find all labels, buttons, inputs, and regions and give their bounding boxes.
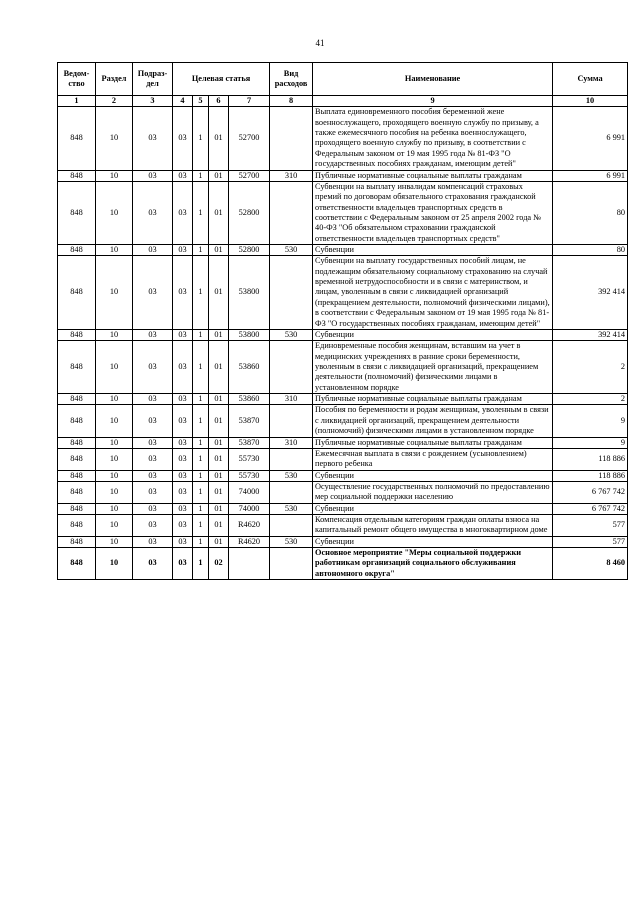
column-number: 5 [193,96,209,107]
cell-subprogram: 1 [193,245,209,256]
cell-summa: 392 414 [553,256,628,330]
header-celevaya-statya: Целевая статья [173,63,270,96]
cell-subprogram: 1 [193,437,209,448]
cell-direction: R4620 [229,515,270,537]
cell-program: 03 [173,548,193,580]
cell-direction: 53860 [229,394,270,405]
cell-summa: 80 [553,245,628,256]
cell-subprogram: 1 [193,548,209,580]
column-number: 10 [553,96,628,107]
cell-podrazdel: 03 [133,329,173,340]
cell-event: 01 [209,170,229,181]
table-row [58,437,628,448]
cell-summa: 6 767 742 [553,481,628,503]
cell-direction: 53800 [229,256,270,330]
cell-podrazdel: 03 [133,170,173,181]
cell-program: 03 [173,515,193,537]
cell-naimenovanie: Субвенции [313,245,553,256]
cell-vid-rashodov [270,448,313,470]
header-vedomstvo: Ведом-ство [58,63,96,96]
header-row [58,63,628,96]
cell-direction: 55730 [229,470,270,481]
cell-direction: 74000 [229,481,270,503]
table-row [58,245,628,256]
cell-program: 03 [173,170,193,181]
header-summa: Сумма [553,63,628,96]
cell-event: 01 [209,394,229,405]
cell-razdel: 10 [96,329,133,340]
cell-podrazdel: 03 [133,405,173,437]
column-number: 7 [229,96,270,107]
cell-vedomstvo: 848 [58,256,96,330]
table-row [58,256,628,330]
column-number: 6 [209,96,229,107]
cell-razdel: 10 [96,170,133,181]
cell-vid-rashodov: 530 [270,503,313,514]
cell-summa: 2 [553,341,628,394]
cell-naimenovanie: Компенсация отдельным категориям граждан оплаты взноса на капитальный ремонт общего имущества в многоквартирном доме [313,515,553,537]
cell-event: 01 [209,256,229,330]
table-row [58,503,628,514]
cell-direction: 53870 [229,405,270,437]
table-row [58,329,628,340]
table-row [58,341,628,394]
cell-event: 01 [209,405,229,437]
column-number: 1 [58,96,96,107]
budget-table [57,62,628,580]
cell-summa: 392 414 [553,329,628,340]
cell-summa: 9 [553,405,628,437]
cell-vid-rashodov: 530 [270,536,313,547]
cell-event: 01 [209,437,229,448]
table-row [58,536,628,547]
cell-razdel: 10 [96,341,133,394]
cell-event: 01 [209,536,229,547]
column-number: 9 [313,96,553,107]
cell-naimenovanie: Субвенции [313,503,553,514]
cell-direction: 74000 [229,503,270,514]
cell-vid-rashodov [270,405,313,437]
cell-podrazdel: 03 [133,470,173,481]
cell-naimenovanie: Субвенции на выплату государственных пособий лицам, не подлежащим обязательному социальному страхованию на случай временной нетрудоспособности и в связи с материнством, и лицам, уволенным в связи с ликвидацией организаций (прекращением деятельности, полномочий физическими лицами), в соответствии с Федеральным законом от 19 мая 1995 года № 81-ФЗ "О государственных пособиях гражданам, имеющим детей" [313,256,553,330]
cell-summa: 6 991 [553,170,628,181]
cell-summa: 2 [553,394,628,405]
cell-program: 03 [173,503,193,514]
cell-subprogram: 1 [193,481,209,503]
cell-vedomstvo: 848 [58,107,96,170]
header-podrazdel: Подраз-дел [133,63,173,96]
cell-vid-rashodov: 530 [270,329,313,340]
table-row [58,107,628,170]
cell-program: 03 [173,448,193,470]
cell-vedomstvo: 848 [58,515,96,537]
cell-subprogram: 1 [193,448,209,470]
cell-vid-rashodov: 310 [270,394,313,405]
table-row [58,470,628,481]
cell-vedomstvo: 848 [58,548,96,580]
table-row [58,181,628,244]
cell-program: 03 [173,405,193,437]
cell-subprogram: 1 [193,470,209,481]
cell-podrazdel: 03 [133,394,173,405]
cell-podrazdel: 03 [133,437,173,448]
cell-razdel: 10 [96,515,133,537]
cell-razdel: 10 [96,245,133,256]
table-row [58,515,628,537]
cell-direction: 55730 [229,448,270,470]
cell-program: 03 [173,341,193,394]
cell-vid-rashodov: 530 [270,470,313,481]
cell-program: 03 [173,470,193,481]
page-number: 41 [315,38,325,48]
cell-summa: 118 886 [553,448,628,470]
cell-event: 01 [209,245,229,256]
column-number: 4 [173,96,193,107]
cell-vedomstvo: 848 [58,181,96,244]
cell-summa: 577 [553,536,628,547]
cell-razdel: 10 [96,503,133,514]
cell-podrazdel: 03 [133,107,173,170]
cell-naimenovanie: Единовременные пособия женщинам, вставшим на учет в медицинских учреждениях в ранние сроки беременности, уволенным в связи с ликвидацией организаций, прекращением деятельности (полномочий) физическими лицами в установленном порядке [313,341,553,394]
cell-vedomstvo: 848 [58,341,96,394]
cell-razdel: 10 [96,470,133,481]
cell-vedomstvo: 848 [58,405,96,437]
cell-direction [229,548,270,580]
cell-vedomstvo: 848 [58,470,96,481]
cell-program: 03 [173,536,193,547]
cell-podrazdel: 03 [133,503,173,514]
cell-podrazdel: 03 [133,515,173,537]
table-row [58,448,628,470]
cell-subprogram: 1 [193,329,209,340]
table-row [58,405,628,437]
cell-subprogram: 1 [193,394,209,405]
table-row [58,481,628,503]
cell-summa: 577 [553,515,628,537]
header-vid-rashodov: Вид расходов [270,63,313,96]
budget-table-body [58,107,628,580]
cell-podrazdel: 03 [133,181,173,244]
cell-naimenovanie: Субвенции [313,329,553,340]
cell-event: 01 [209,341,229,394]
cell-direction: 53860 [229,341,270,394]
cell-summa: 80 [553,181,628,244]
cell-razdel: 10 [96,437,133,448]
cell-naimenovanie: Публичные нормативные социальные выплаты гражданам [313,394,553,405]
cell-naimenovanie: Основное мероприятие "Меры социальной поддержки работникам организаций социального обслуживания автономного округа" [313,548,553,580]
cell-vid-rashodov [270,181,313,244]
cell-razdel: 10 [96,394,133,405]
cell-vid-rashodov: 530 [270,245,313,256]
cell-razdel: 10 [96,481,133,503]
cell-program: 03 [173,256,193,330]
cell-naimenovanie: Субвенции на выплату инвалидам компенсаций страховых премий по договорам обязательного страхования гражданской ответственности владельцев транспортных средств в соответствии с Федеральным законом от 25 апреля 2002 года № 40-ФЗ "Об обязательном страховании гражданской ответственности владельцев транспортных средств" [313,181,553,244]
cell-summa: 118 886 [553,470,628,481]
cell-event: 01 [209,515,229,537]
cell-vedomstvo: 848 [58,437,96,448]
cell-program: 03 [173,437,193,448]
cell-program: 03 [173,329,193,340]
cell-event: 01 [209,329,229,340]
cell-direction: 53870 [229,437,270,448]
cell-subprogram: 1 [193,341,209,394]
cell-razdel: 10 [96,405,133,437]
cell-vedomstvo: 848 [58,170,96,181]
cell-naimenovanie: Субвенции [313,470,553,481]
cell-event: 01 [209,503,229,514]
cell-subprogram: 1 [193,405,209,437]
cell-podrazdel: 03 [133,341,173,394]
cell-naimenovanie: Публичные нормативные социальные выплаты гражданам [313,170,553,181]
column-number: 8 [270,96,313,107]
cell-razdel: 10 [96,181,133,244]
cell-event: 01 [209,448,229,470]
cell-direction: 53800 [229,329,270,340]
cell-naimenovanie: Осуществление государственных полномочий по предоставлению мер социальной поддержки населению [313,481,553,503]
cell-razdel: 10 [96,548,133,580]
cell-vedomstvo: 848 [58,536,96,547]
cell-podrazdel: 03 [133,548,173,580]
cell-vedomstvo: 848 [58,245,96,256]
cell-podrazdel: 03 [133,256,173,330]
table-row [58,394,628,405]
cell-subprogram: 1 [193,107,209,170]
cell-event: 01 [209,481,229,503]
cell-vid-rashodov [270,515,313,537]
cell-vedomstvo: 848 [58,448,96,470]
cell-summa: 6 991 [553,107,628,170]
cell-vid-rashodov [270,256,313,330]
table-row [58,170,628,181]
cell-vid-rashodov [270,107,313,170]
cell-program: 03 [173,245,193,256]
cell-subprogram: 1 [193,536,209,547]
cell-podrazdel: 03 [133,448,173,470]
cell-program: 03 [173,181,193,244]
header-naimenovanie: Наименование [313,63,553,96]
cell-vedomstvo: 848 [58,329,96,340]
cell-event: 01 [209,107,229,170]
cell-razdel: 10 [96,256,133,330]
cell-subprogram: 1 [193,256,209,330]
cell-naimenovanie: Субвенции [313,536,553,547]
column-number: 2 [96,96,133,107]
cell-razdel: 10 [96,448,133,470]
cell-program: 03 [173,394,193,405]
cell-naimenovanie: Ежемесячная выплата в связи с рождением (усыновлением) первого ребенка [313,448,553,470]
cell-event: 01 [209,470,229,481]
column-number: 3 [133,96,173,107]
cell-naimenovanie: Пособия по беременности и родам женщинам, уволенным в связи с ликвидацией организаций, прекращением деятельности (полномочий) физическими лицами в установленном порядке [313,405,553,437]
cell-event: 01 [209,181,229,244]
cell-summa: 9 [553,437,628,448]
cell-direction: 52700 [229,170,270,181]
cell-subprogram: 1 [193,170,209,181]
cell-vedomstvo: 848 [58,394,96,405]
cell-podrazdel: 03 [133,536,173,547]
cell-vid-rashodov [270,481,313,503]
cell-podrazdel: 03 [133,245,173,256]
cell-subprogram: 1 [193,181,209,244]
column-number-row [58,96,628,107]
table-row [58,548,628,580]
cell-naimenovanie: Публичные нормативные социальные выплаты гражданам [313,437,553,448]
header-razdel: Раздел [96,63,133,96]
cell-vid-rashodov [270,341,313,394]
cell-razdel: 10 [96,107,133,170]
cell-razdel: 10 [96,536,133,547]
cell-program: 03 [173,481,193,503]
cell-direction: 52800 [229,181,270,244]
cell-vid-rashodov: 310 [270,437,313,448]
cell-vedomstvo: 848 [58,503,96,514]
cell-naimenovanie: Выплата единовременного пособия беременной жене военнослужащего, проходящего военную службу по призыву, а также ежемесячного пособия на ребенка военнослужащего, проходящего военную службу по призыву, в соответствии с Федеральным законом от 19 мая 1995 года № 81-ФЗ "О государственных пособиях гражданам, имеющим детей" [313,107,553,170]
cell-vid-rashodov: 310 [270,170,313,181]
cell-vedomstvo: 848 [58,481,96,503]
cell-summa: 6 767 742 [553,503,628,514]
cell-subprogram: 1 [193,503,209,514]
cell-vid-rashodov [270,548,313,580]
cell-podrazdel: 03 [133,481,173,503]
cell-program: 03 [173,107,193,170]
cell-summa: 8 460 [553,548,628,580]
cell-direction: 52800 [229,245,270,256]
cell-direction: R4620 [229,536,270,547]
cell-subprogram: 1 [193,515,209,537]
cell-direction: 52700 [229,107,270,170]
cell-event: 02 [209,548,229,580]
